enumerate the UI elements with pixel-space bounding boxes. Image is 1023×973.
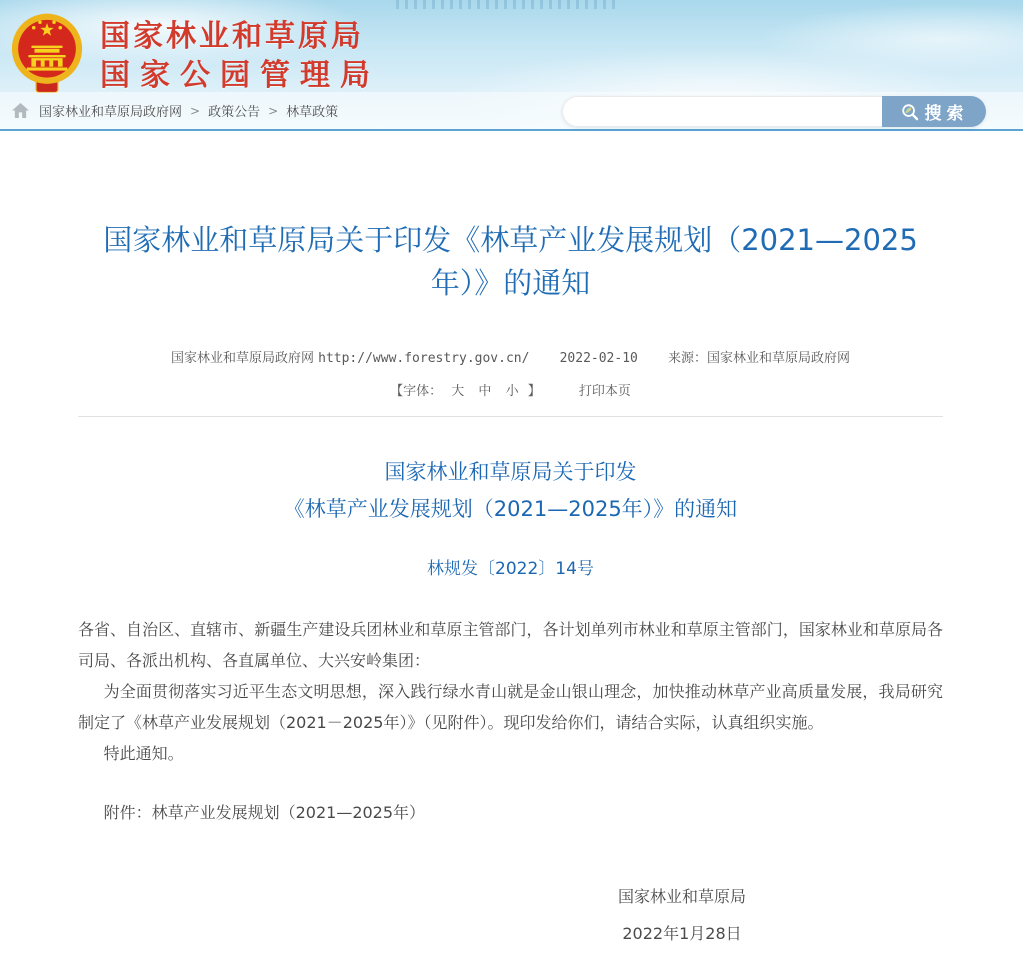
breadcrumb-item-forest-grass-policy[interactable]: 林草政策 [286, 105, 339, 120]
font-size-small[interactable]: 小 [505, 384, 519, 399]
breadcrumb-item-policy-announcements[interactable]: 政策公告 [208, 105, 261, 120]
signature-block [618, 884, 746, 944]
paragraph-closing: 特此通知。 [103, 744, 184, 763]
paragraph-main: 为全面贯彻落实习近平生态文明思想，深入践行绿水青山就是金山银山理念，加快推动林草产业高质量发展，我局研究制定了《林草产业发展规划（2021－2025年）》（见附件）。现印发给你们，请结合实际，认真组织实施。 [78, 682, 943, 732]
clipped-banner-text [396, 0, 618, 9]
site-header [0, 0, 1023, 131]
meta-date: 2022-02-10 [559, 351, 638, 366]
document-body [78, 614, 943, 769]
paragraph-addressees: 各省、自治区、直辖市、新疆生产建设兵团林业和草原主管部门，各计划单列市林业和草原主管部门，国家林业和草原局各司局、各派出机构、各直属单位、大兴安岭集团： [78, 620, 943, 670]
font-toolbar [78, 380, 943, 399]
meta-site: 国家林业和草原局政府网 [170, 351, 314, 366]
page-title: 国家林业和草原局关于印发《林草产业发展规划（2021—2025年）》的通知 [103, 223, 918, 300]
font-label-close: 】 [527, 384, 541, 399]
breadcrumb-separator: > [190, 103, 201, 118]
font-label-open: 【字体： [390, 384, 443, 399]
font-size-large[interactable]: 大 [451, 384, 465, 399]
search-button-label: 搜索 [924, 104, 969, 124]
breadcrumb-separator: > [268, 103, 279, 118]
national-emblem-logo[interactable] [8, 11, 86, 103]
meta-url: http://www.forestry.gov.cn/ [318, 351, 530, 366]
article-meta [78, 347, 943, 366]
attachment-line: 附件：林草产业发展规划（2021—2025年） [103, 803, 426, 822]
document-title [78, 454, 943, 528]
document-title-line2: 《林草产业发展规划（2021—2025年）》的通知 [283, 497, 738, 521]
meta-source: 来源：国家林业和草原局政府网 [668, 351, 851, 366]
article-content [78, 219, 943, 944]
divider-line [78, 416, 943, 417]
breadcrumb [12, 101, 338, 120]
signature-org: 国家林业和草原局 [617, 887, 746, 906]
document-title-line1: 国家林业和草原局关于印发 [384, 460, 637, 484]
national-emblem-icon [8, 11, 86, 99]
print-page-link[interactable]: 打印本页 [578, 384, 631, 399]
breadcrumb-bar [0, 92, 1023, 129]
home-icon[interactable] [12, 103, 29, 118]
font-size-medium[interactable]: 中 [478, 384, 492, 399]
document-number: 林规发〔2022〕14号 [427, 559, 594, 579]
org-name-line1: 国家林业和草原局 [100, 19, 364, 54]
org-name-line2: 国家公园管理局 [100, 58, 380, 93]
breadcrumb-item-home[interactable]: 国家林业和草原局政府网 [39, 105, 183, 120]
signature-date: 2022年1月28日 [622, 924, 742, 943]
org-names [100, 19, 380, 94]
